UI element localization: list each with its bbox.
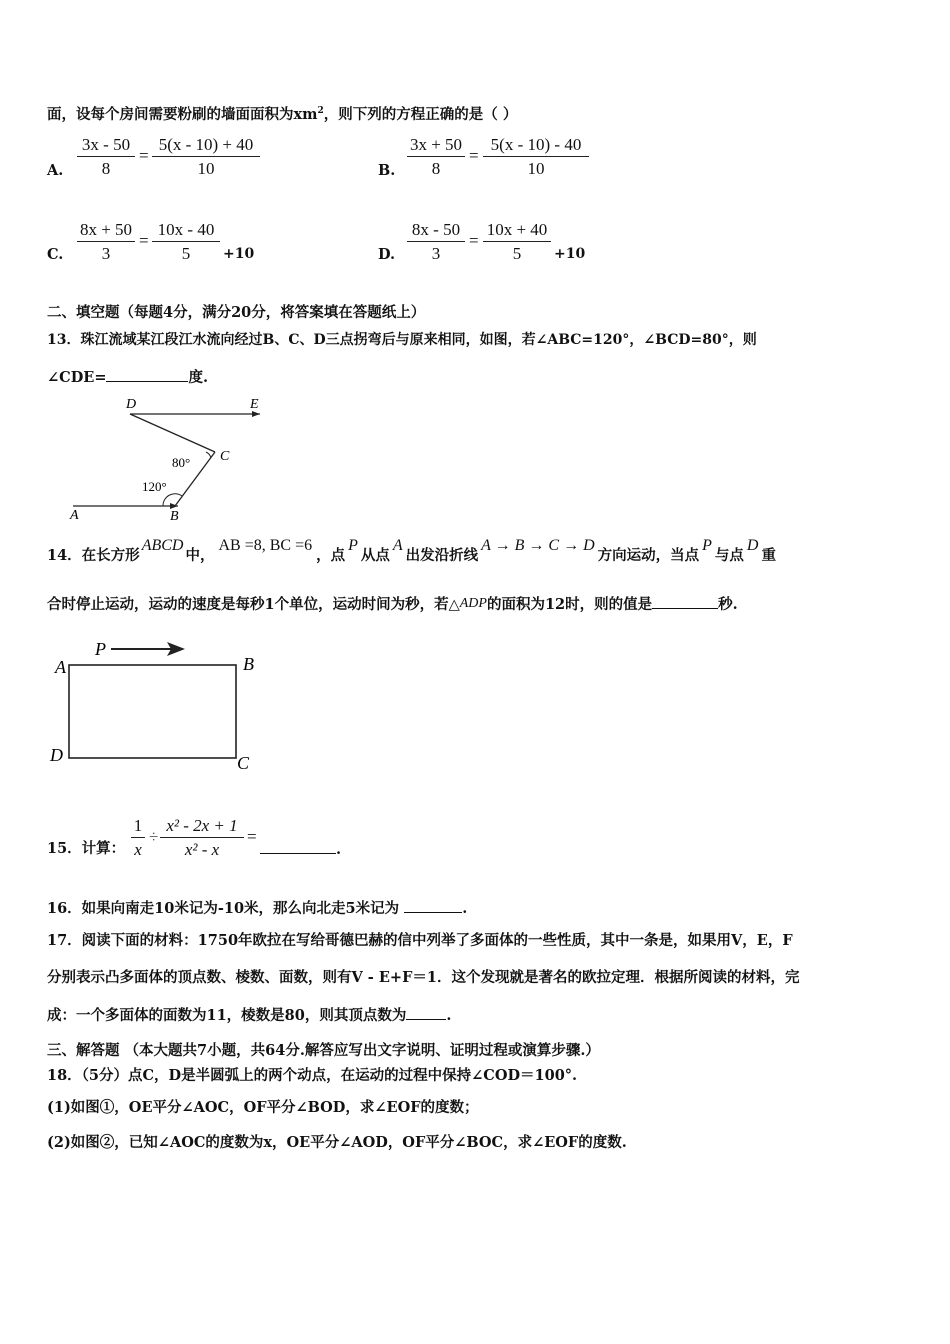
q14-p7: 与点 <box>714 547 744 564</box>
q15-d1: x <box>134 840 142 859</box>
q16-answer-blank[interactable] <box>404 898 462 913</box>
option-a-n1: 3x - 50 <box>77 134 135 157</box>
q14-d-point: D <box>746 537 759 554</box>
q14-p4: 从点 <box>360 547 390 564</box>
option-a-d1: 8 <box>101 159 111 178</box>
q17-line2: 分别表示凸多面体的顶点数、棱数、面数，则有V - E+F＝1．这个发现就是著名的欧拉定理．根据所阅读的材料，完 <box>47 969 800 986</box>
option-b-d1: 8 <box>431 159 441 178</box>
q14-fig-label-b: B <box>243 654 254 674</box>
q13-figure <box>60 392 280 524</box>
q14-line2-start: 合时停止运动，运动的速度是每秒1个单位，运动时间为秒，若△ <box>47 596 460 613</box>
q12-stem-sup: 2 <box>317 106 324 116</box>
q14-line1 <box>47 537 776 566</box>
q14-figure <box>45 635 275 777</box>
option-c-eq: = <box>139 231 149 250</box>
option-c-frac1 <box>77 219 135 266</box>
q12-stem-start: 面，设每个房间需要粉刷的墙面面积为xm <box>47 105 318 123</box>
q14-rectangle <box>69 665 236 758</box>
q13-line2 <box>47 367 208 388</box>
q13-angle-b: 120° <box>142 479 167 494</box>
q13-label-c: C <box>220 449 230 464</box>
q14-p5: 出发沿折线 <box>405 547 479 564</box>
q17-line1: 17．阅读下面的材料：1750年欧拉在写给哥德巴赫的信中列举了多面体的一些性质，其中一条是，如果用V，E，F <box>47 932 793 949</box>
q18-line1: 18．（5分）点C，D是半圆弧上的两个动点，在运动的过程中保持∠COD＝100°. <box>47 1067 578 1084</box>
q14-p-point: P <box>348 537 358 554</box>
q14-answer-blank[interactable] <box>652 594 718 609</box>
q14-fig-label-a: A <box>55 657 66 677</box>
q13-angle-c: 80° <box>172 455 191 470</box>
section2-heading: 二、填空题（每题4分，满分20分，将答案填在答题纸上） <box>47 304 426 321</box>
q14-p2: 中， <box>185 547 215 564</box>
option-b-eq: = <box>469 146 479 165</box>
q12-stem-end: ，则下列的方程正确的是（ ） <box>323 105 518 123</box>
q13-line1: 13．珠江流域某江段江水流向经过B、C、D三点拐弯后与原来相同，如图，若∠ABC=120°，∠BCD=80°，则 <box>47 332 757 348</box>
q16 <box>47 898 467 919</box>
q14-path: A → B → C → D <box>481 537 595 554</box>
q14-line2-mid: 的面积为12时，则的值是 <box>486 596 653 613</box>
option-b-frac2 <box>483 134 589 181</box>
option-d-d1: 3 <box>431 244 441 263</box>
option-b-n2: 5(x - 10) - 40 <box>483 134 589 157</box>
q14-fig-label-c: C <box>237 753 250 773</box>
q14-tri: ADP <box>459 596 487 611</box>
option-d-frac2 <box>483 219 551 266</box>
section3-heading: 三、解答题 （本大题共7小题，共64分.解答应写出文字说明、证明过程或演算步骤.） <box>47 1042 600 1059</box>
q18-line3: (2)如图②，已知∠AOC的度数为x，OE平分∠AOD，OF平分∠BOC，求∠EOF的度数. <box>47 1134 627 1151</box>
option-d-frac1 <box>407 219 465 266</box>
option-c-label: C. <box>47 246 64 263</box>
option-d-d2: 5 <box>512 244 522 263</box>
q14-sides: AB =8, BC =6 <box>218 537 313 554</box>
q17-line3 <box>47 1005 451 1026</box>
q15-n2: x² - 2x + 1 <box>160 815 244 838</box>
q15-op: ÷ <box>149 827 159 846</box>
q13-line-dc <box>130 414 215 452</box>
q13-label-d: D <box>126 397 137 412</box>
q13-line2-end: 度. <box>188 369 209 386</box>
q17-line3-start: 成：一个多面体的面数为11，棱数是80，则其顶点数为 <box>47 1007 407 1024</box>
q13-label-a: A <box>70 508 79 523</box>
option-d-n1: 8x - 50 <box>407 219 465 242</box>
q15-eq: = <box>247 827 257 846</box>
q16-end: . <box>462 900 468 917</box>
q15-blank-wrap <box>260 839 341 860</box>
q14-p3: ，点 <box>316 547 346 564</box>
q13-label-b: B <box>170 509 179 524</box>
q14-p6: 方向运动，当点 <box>597 547 700 564</box>
q14-fig-label-d: D <box>50 745 63 765</box>
option-a-frac1 <box>77 134 135 181</box>
q16-text: 16．如果向南走10米记为-10米，那么向北走5米记为 <box>47 900 400 917</box>
option-a-n2: 5(x - 10) + 40 <box>152 134 260 157</box>
q15-end: . <box>336 841 342 858</box>
option-c-n2: 10x - 40 <box>152 219 220 242</box>
option-b-n1: 3x + 50 <box>407 134 465 157</box>
q14-fig-label-p: P <box>95 639 106 659</box>
q15-frac2 <box>160 815 244 862</box>
q18-line2: (1)如图①，OE平分∠AOC，OF平分∠BOD，求∠EOF的度数； <box>47 1099 479 1116</box>
q13-label-e: E <box>250 397 259 412</box>
option-c-d1: 3 <box>101 244 111 263</box>
q14-p-point-2: P <box>702 537 712 554</box>
option-a-label: A. <box>47 162 64 179</box>
option-d-label: D. <box>378 246 396 263</box>
option-a-eq: = <box>139 146 149 165</box>
q15-prefix: 15．计算： <box>47 840 126 857</box>
q12-stem <box>47 101 517 125</box>
option-c-d2: 5 <box>181 244 191 263</box>
q14-p1: 14．在长方形 <box>47 547 140 564</box>
q15-frac1 <box>131 815 145 862</box>
option-b-d2: 10 <box>527 159 545 178</box>
q15-answer-blank[interactable] <box>260 839 336 854</box>
q14-p8: 重 <box>761 547 776 564</box>
option-d-eq: = <box>469 231 479 250</box>
q17-line3-end: . <box>446 1007 452 1024</box>
q14-line2 <box>47 594 738 616</box>
option-b-frac1 <box>407 134 465 181</box>
option-a-d2: 10 <box>197 159 215 178</box>
q13-answer-blank[interactable] <box>106 367 188 382</box>
q17-answer-blank[interactable] <box>406 1005 446 1020</box>
option-d-suffix: +10 <box>554 246 586 262</box>
q15-d2: x² - x <box>184 840 220 859</box>
q14-a-point: A <box>392 537 403 554</box>
option-a-frac2 <box>152 134 260 181</box>
option-c-frac2 <box>152 219 220 266</box>
option-c-suffix: +10 <box>223 246 255 262</box>
q13-line2-start: ∠CDE= <box>47 369 107 386</box>
option-d-n2: 10x + 40 <box>483 219 551 242</box>
q14-line2-end: 秒. <box>718 596 738 613</box>
q15-n1: 1 <box>131 815 145 838</box>
option-c-n1: 8x + 50 <box>77 219 135 242</box>
option-b-label: B. <box>378 162 396 179</box>
q14-rect: ABCD <box>141 537 184 554</box>
q13-arc-c <box>206 452 211 458</box>
